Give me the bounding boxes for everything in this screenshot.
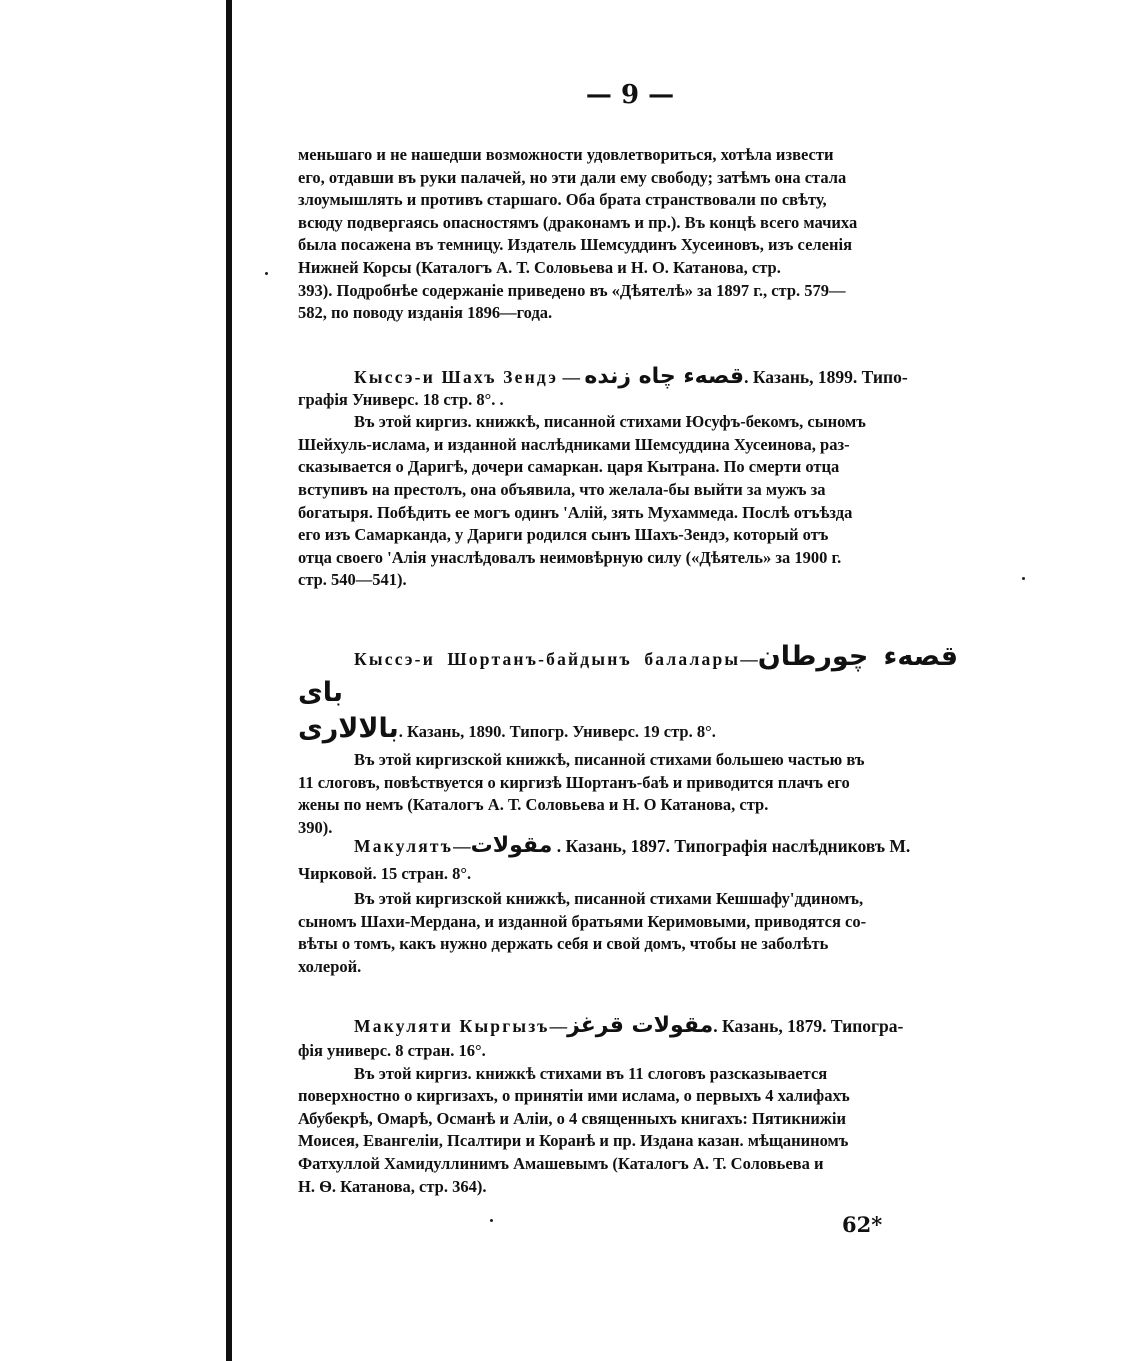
entry-title: Макуляти Кыргызъ xyxy=(354,1016,550,1036)
speck xyxy=(1022,577,1025,580)
entry-heading xyxy=(298,1012,958,1040)
entry-title: Кыссэ-и Шортанъ-байдынъ балалары xyxy=(354,649,741,669)
entry-heading xyxy=(298,366,958,389)
text-line: Въ этой киргиз. книжкѣ, писанной стихами Юсуфъ-бекомъ, сыномъ xyxy=(354,412,866,432)
speck xyxy=(490,1219,493,1222)
text-line: злоумышлять и противъ старшаго. Оба брата странствовали по свѣту, xyxy=(298,190,827,210)
text-line: вступивъ на престолъ, она объявила, что желала-бы выйти за мужъ за xyxy=(298,479,826,499)
publication-line: Чирковой. 15 стран. 8°. xyxy=(298,864,472,883)
text-line: 582, по поводу изданія 1896—года. xyxy=(298,303,553,323)
text-line: была посажена въ темницу. Издатель Шемсуддинъ Хусеиновъ, изъ селенія xyxy=(298,235,852,255)
text-line: стр. 540—541). xyxy=(298,570,407,590)
publication-line: графія Универс. 18 стр. 8°. . xyxy=(298,389,504,409)
text-line: Фатхуллой Хамидуллинимъ Амашевымъ (Каталогъ А. Т. Соловьева и xyxy=(298,1153,824,1173)
entry-publication: . Казань, 1897. Типографія наслѣдниковъ М. xyxy=(552,836,911,856)
text-line: Абубекрѣ, Омарѣ, Османѣ и Аліи, о 4 священныхъ книгахъ: Пятикнижіи xyxy=(298,1108,846,1128)
text-line: Въ этой киргизской книжкѣ, писанной стихами Кешшафу'ддиномъ, xyxy=(354,889,864,908)
text-line: Моисея, Евангеліи, Псалтири и Коранѣ и пр. Издана казан. мѣщаниномъ xyxy=(298,1131,849,1151)
text-line: Н. Ѳ. Катанова, стр. 364). xyxy=(298,1176,487,1196)
text-line: отца своего 'Алія унаслѣдовалъ неимовѣрную силу («Дѣятель» за 1900 г. xyxy=(298,547,842,567)
binding-margin-line xyxy=(226,0,232,1361)
arabic-title: مقولات xyxy=(470,833,553,858)
entry-publication: . Казань, 1899. Типо- xyxy=(744,367,908,387)
text-line: сыномъ Шахи-Мердана, и изданной братьями Керимовыми, приводятся со- xyxy=(298,911,867,931)
arabic-title: قصه‌ء چاه زنده xyxy=(584,364,745,389)
entry-dash: — xyxy=(453,836,471,856)
entry-dash: — xyxy=(740,649,758,669)
text-line: сказывается о Даригѣ, дочери самаркан. царя Кытрана. По смерти отца xyxy=(298,457,840,477)
entry-publication: . Казань, 1890. Типогр. Универс. 19 стр. 8°. xyxy=(398,722,716,741)
text-line: 393). Подробнѣе содержаніе приведено въ «Дѣятелѣ» за 1897 г., стр. 579— xyxy=(298,280,846,300)
text-line: Въ этой киргиз. книжкѣ стихами въ 11 слоговъ разсказывается xyxy=(354,1063,828,1083)
entry-makulyati-kyrgyz xyxy=(298,1012,958,1198)
text-line: поверхностно о киргизахъ, о принятіи ими ислама, о первыхъ 4 халифахъ xyxy=(298,1086,850,1106)
entry-shortan-bai xyxy=(298,640,958,839)
publication-line xyxy=(298,712,958,749)
intro-paragraph xyxy=(298,144,958,325)
entry-shah-zende xyxy=(298,366,958,592)
text-line: 11 слоговъ, повѣствуется о киргизѣ Шортанъ-баѣ и приводится плачъ его xyxy=(298,772,850,792)
publication-line: фія универс. 8 стран. 16°. xyxy=(298,1041,486,1060)
speck xyxy=(265,272,268,275)
entry-heading xyxy=(298,832,958,860)
entry-makulyat xyxy=(298,832,958,978)
text-line: его, отдавши въ руки палачей, но эти дали ему свободу; затѣмъ она стала xyxy=(298,167,847,187)
entry-dash: — xyxy=(549,1016,568,1036)
entry-dash: — xyxy=(558,367,585,387)
text-line: богатыря. Побѣдить ее могъ одинъ 'Алій, зять Мухаммеда. Послѣ отъѣзда xyxy=(298,502,853,522)
text-line: Шейхуль-ислама, и изданной наслѣдниками Шемсуддина Хусеинова, раз- xyxy=(298,434,850,454)
text-line: жены по немъ (Каталогъ А. Т. Соловьева и Н. О Катанова, стр. xyxy=(298,795,769,815)
arabic-title: قصه‌ء چورطان بای xyxy=(298,641,959,708)
entry-publication: . Казань, 1879. Типогра- xyxy=(713,1016,904,1036)
entry-title: Кыссэ-и Шахъ Зендэ xyxy=(354,367,559,387)
signature-mark: 62* xyxy=(842,1212,883,1237)
arabic-title: مقولات قرغز xyxy=(567,1013,714,1038)
arabic-title-continued: بالالاری xyxy=(298,713,399,744)
text-line: 390). xyxy=(298,817,333,837)
text-line: холерой. xyxy=(298,956,362,976)
text-line: вѣты о томъ, какъ нужно держать себя и свой домъ, чтобы не заболѣть xyxy=(298,934,829,954)
entry-title: Макулятъ xyxy=(354,836,454,856)
page-number: — 9 — xyxy=(585,80,675,110)
text-line: меньшаго и не нашедши возможности удовлетвориться, хотѣла извести xyxy=(298,145,834,164)
text-line: Нижней Корсы (Каталогъ А. Т. Соловьева и Н. О. Катанова, стр. xyxy=(298,257,781,277)
text-line: его изъ Самарканда, у Дариги родился сынъ Шахъ-Зендэ, который отъ xyxy=(298,525,829,545)
text-line: всюду подвергаясь опасностямъ (драконамъ и пр.). Въ концѣ всего мачиха xyxy=(298,212,858,232)
entry-heading xyxy=(298,640,958,712)
text-line: Въ этой киргизской книжкѣ, писанной стихами большею частью въ xyxy=(354,750,865,769)
